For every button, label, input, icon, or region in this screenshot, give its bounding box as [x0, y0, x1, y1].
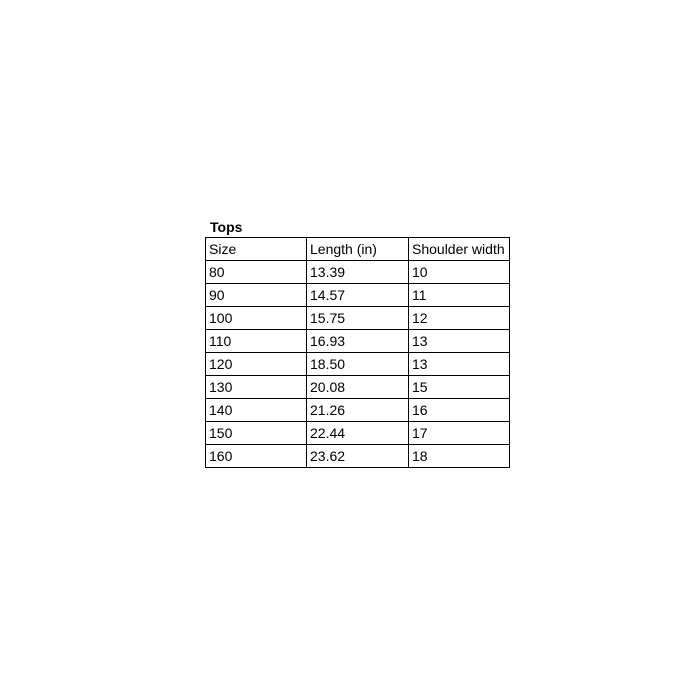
table-body — [206, 238, 510, 468]
cell-size: 90 — [206, 284, 307, 307]
cell-size: 110 — [206, 330, 307, 353]
header-length: Length (in) — [307, 238, 409, 261]
cell-length: 20.08 — [307, 376, 409, 399]
cell-shoulder-width: 13 — [409, 330, 510, 353]
table-row — [206, 376, 510, 399]
cell-size: 130 — [206, 376, 307, 399]
cell-length: 22.44 — [307, 422, 409, 445]
cell-shoulder-width: 11 — [409, 284, 510, 307]
cell-length: 15.75 — [307, 307, 409, 330]
cell-shoulder-width: 18 — [409, 445, 510, 468]
cell-length: 23.62 — [307, 445, 409, 468]
cell-shoulder-width: 10 — [409, 261, 510, 284]
table-row — [206, 353, 510, 376]
table-row — [206, 399, 510, 422]
cell-shoulder-width: 17 — [409, 422, 510, 445]
table-row — [206, 307, 510, 330]
cell-shoulder-width: 15 — [409, 376, 510, 399]
table-row — [206, 261, 510, 284]
cell-length: 13.39 — [307, 261, 409, 284]
cell-shoulder-width: 13 — [409, 353, 510, 376]
header-size: Size — [206, 238, 307, 261]
cell-shoulder-width: 16 — [409, 399, 510, 422]
cell-size: 150 — [206, 422, 307, 445]
cell-size: 80 — [206, 261, 307, 284]
table-row — [206, 284, 510, 307]
cell-length: 21.26 — [307, 399, 409, 422]
cell-length: 14.57 — [307, 284, 409, 307]
table-title: Tops — [210, 219, 243, 235]
cell-length: 18.50 — [307, 353, 409, 376]
header-shoulder-width: Shoulder width — [409, 238, 510, 261]
table-row — [206, 445, 510, 468]
cell-shoulder-width: 12 — [409, 307, 510, 330]
cell-length: 16.93 — [307, 330, 409, 353]
header-row — [206, 238, 510, 261]
cell-size: 140 — [206, 399, 307, 422]
table-row — [206, 422, 510, 445]
cell-size: 120 — [206, 353, 307, 376]
cell-size: 160 — [206, 445, 307, 468]
size-chart-table — [205, 237, 510, 468]
table-row — [206, 330, 510, 353]
cell-size: 100 — [206, 307, 307, 330]
